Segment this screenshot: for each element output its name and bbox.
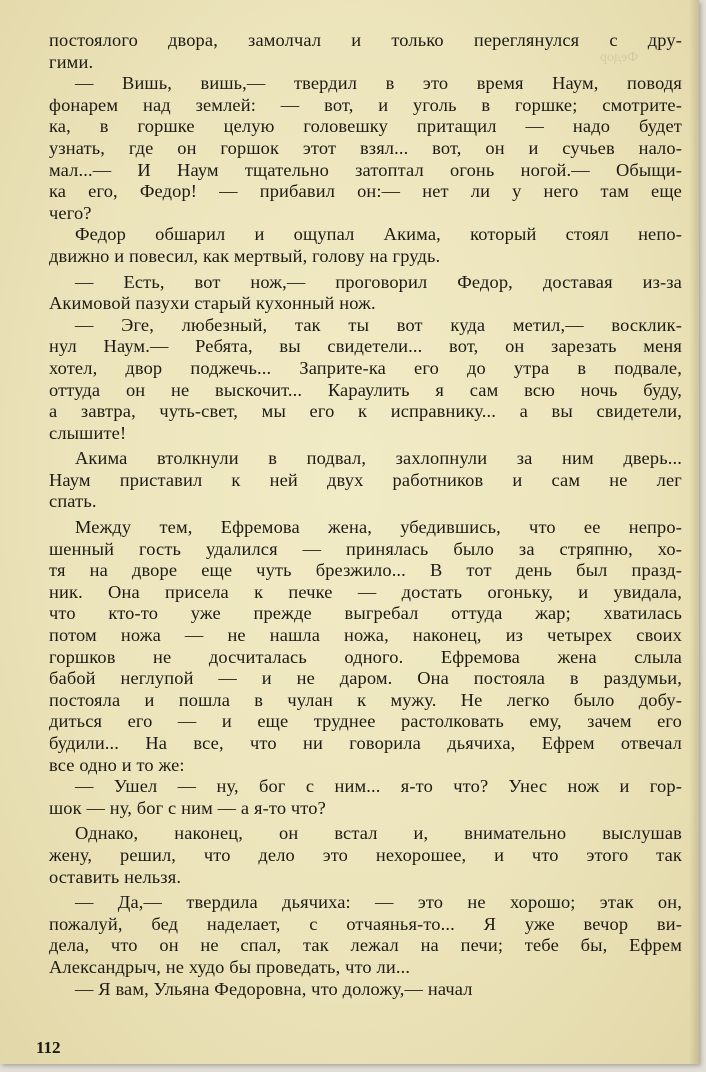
paragraph: [49, 517, 682, 776]
text-line: — Я вам, Ульяна Федоровна, что доложу,— начал: [75, 978, 473, 999]
paragraph: [49, 73, 682, 224]
text-line: пожалуй, бед наделает, с отчаянья-то... Я уже вечор ви-: [49, 913, 682, 934]
text-line: — Да,— твердила дьячиха: — это не хорошо; этак он,: [75, 892, 682, 913]
text-line: Федор обшарил и ощупал Акима, который стоял непо-: [75, 224, 682, 245]
text-line: ник. Она присела к печке — достать огоньку, и увидала,: [49, 581, 682, 602]
text-line: горшков не досчиталась одного. Ефремова жена слыла: [49, 646, 682, 667]
text-line: — Вишь, вишь,— твердил в это время Наум, поводя: [75, 73, 682, 94]
text-line: Акима втолкнули в подвал, захлопнули за ним дверь...: [75, 448, 682, 469]
text-line: Александрыч, не худо бы проведать, что ли...: [49, 956, 411, 977]
text-line: будили... На все, что ни говорила дьячиха, Ефрем отвечал: [49, 733, 682, 753]
text-line: потом ножа — не нашла ножа, наконец, из четырех своих: [49, 625, 682, 646]
text-line: Акимовой пазухи старый кухонный нож.: [49, 293, 376, 314]
text-line: движно и повесил, как мертвый, голову на грудь.: [49, 245, 441, 266]
text-line: нул Наум.— Ребята, вы свидетели... вот, он зарезать меня: [49, 336, 682, 357]
paragraph: [49, 823, 682, 888]
text-line: оттуда он не выскочит... Караулить я сам всю ночь буду,: [49, 379, 682, 400]
text-line: постоялого двора, замолчал и только переглянулся с дру-: [49, 30, 682, 50]
text-line: что кто-то уже прежде выгребал оттуда жар; хватилась: [49, 603, 682, 624]
text-line: Однако, наконец, он встал и, внимательно выслушав: [75, 823, 682, 844]
text-line: бабой неглупой — и не даром. Она постояла в раздумьи,: [49, 668, 682, 689]
text-line: чего?: [49, 202, 92, 223]
paragraph: [49, 224, 682, 267]
text-line: — Ушел — ну, бог с ним... я-то что? Унес нож и гор-: [75, 776, 682, 797]
text-line: слышите!: [49, 422, 127, 443]
text-line: хотел, двор поджечь... Заприте-ка его до утра в подвале,: [49, 357, 682, 378]
text-line: оставить нельзя.: [49, 866, 182, 887]
page-body-text: [49, 30, 682, 1000]
text-line: жену, решил, что дело это нехорошее, и что этого так: [49, 844, 682, 865]
text-line: — Есть, вот нож,— проговорил Федор, доставая из-за: [75, 271, 682, 292]
paragraph: [49, 315, 682, 445]
text-line: гими.: [49, 51, 94, 72]
text-line: Между тем, Ефремова жена, убедившись, что ее непро-: [75, 517, 682, 538]
text-line: — Эге, любезный, так ты вот куда метил,— восклик-: [75, 314, 682, 335]
text-line: тя на дворе еще чуть брезжило... В тот день был празд-: [49, 560, 682, 581]
text-line: ка, в горшке целую головешку притащил — надо будет: [49, 116, 682, 137]
paragraph: [49, 272, 682, 315]
paragraph: [49, 30, 682, 73]
text-line: ка его, Федор! — прибавил он:— нет ли у него там еще: [49, 181, 682, 202]
text-line: шенный гость удалился — принялась было за стряпню, хо-: [49, 538, 682, 559]
text-line: узнать, где он горшок этот взял... вот, он и сучьев нало-: [49, 137, 682, 158]
text-line: постояла и пошла в чулан к мужу. Не легко было добу-: [49, 689, 682, 710]
text-line: мал...— И Наум тщательно затоптал огонь ногой.— Обыщи-: [49, 159, 682, 180]
text-line: спать.: [49, 491, 97, 512]
text-line: все одно и то же:: [49, 754, 185, 775]
paragraph: [49, 448, 682, 513]
text-line: фонарем над землей: — вот, и уголь в горшке; смотрите-: [49, 94, 682, 115]
text-line: диться его — и еще труднее растолковать ему, зачем его: [49, 711, 682, 732]
page-number: 112: [36, 1038, 61, 1057]
text-line: Наум приставил к ней двух работников и сам не лег: [49, 469, 682, 490]
paragraph: [49, 776, 682, 819]
text-line: шок — ну, бог с ним — а я-то что?: [49, 797, 326, 818]
bleed-through-text: Федор: [600, 50, 639, 65]
paragraph: [49, 892, 682, 978]
text-line: дела, что он не спал, так лежал на печи; тебе бы, Ефрем: [49, 935, 682, 956]
paragraph: [49, 979, 682, 1001]
text-line: а завтра, чуть-свет, мы его к исправнику... а вы свидетели,: [49, 401, 682, 422]
